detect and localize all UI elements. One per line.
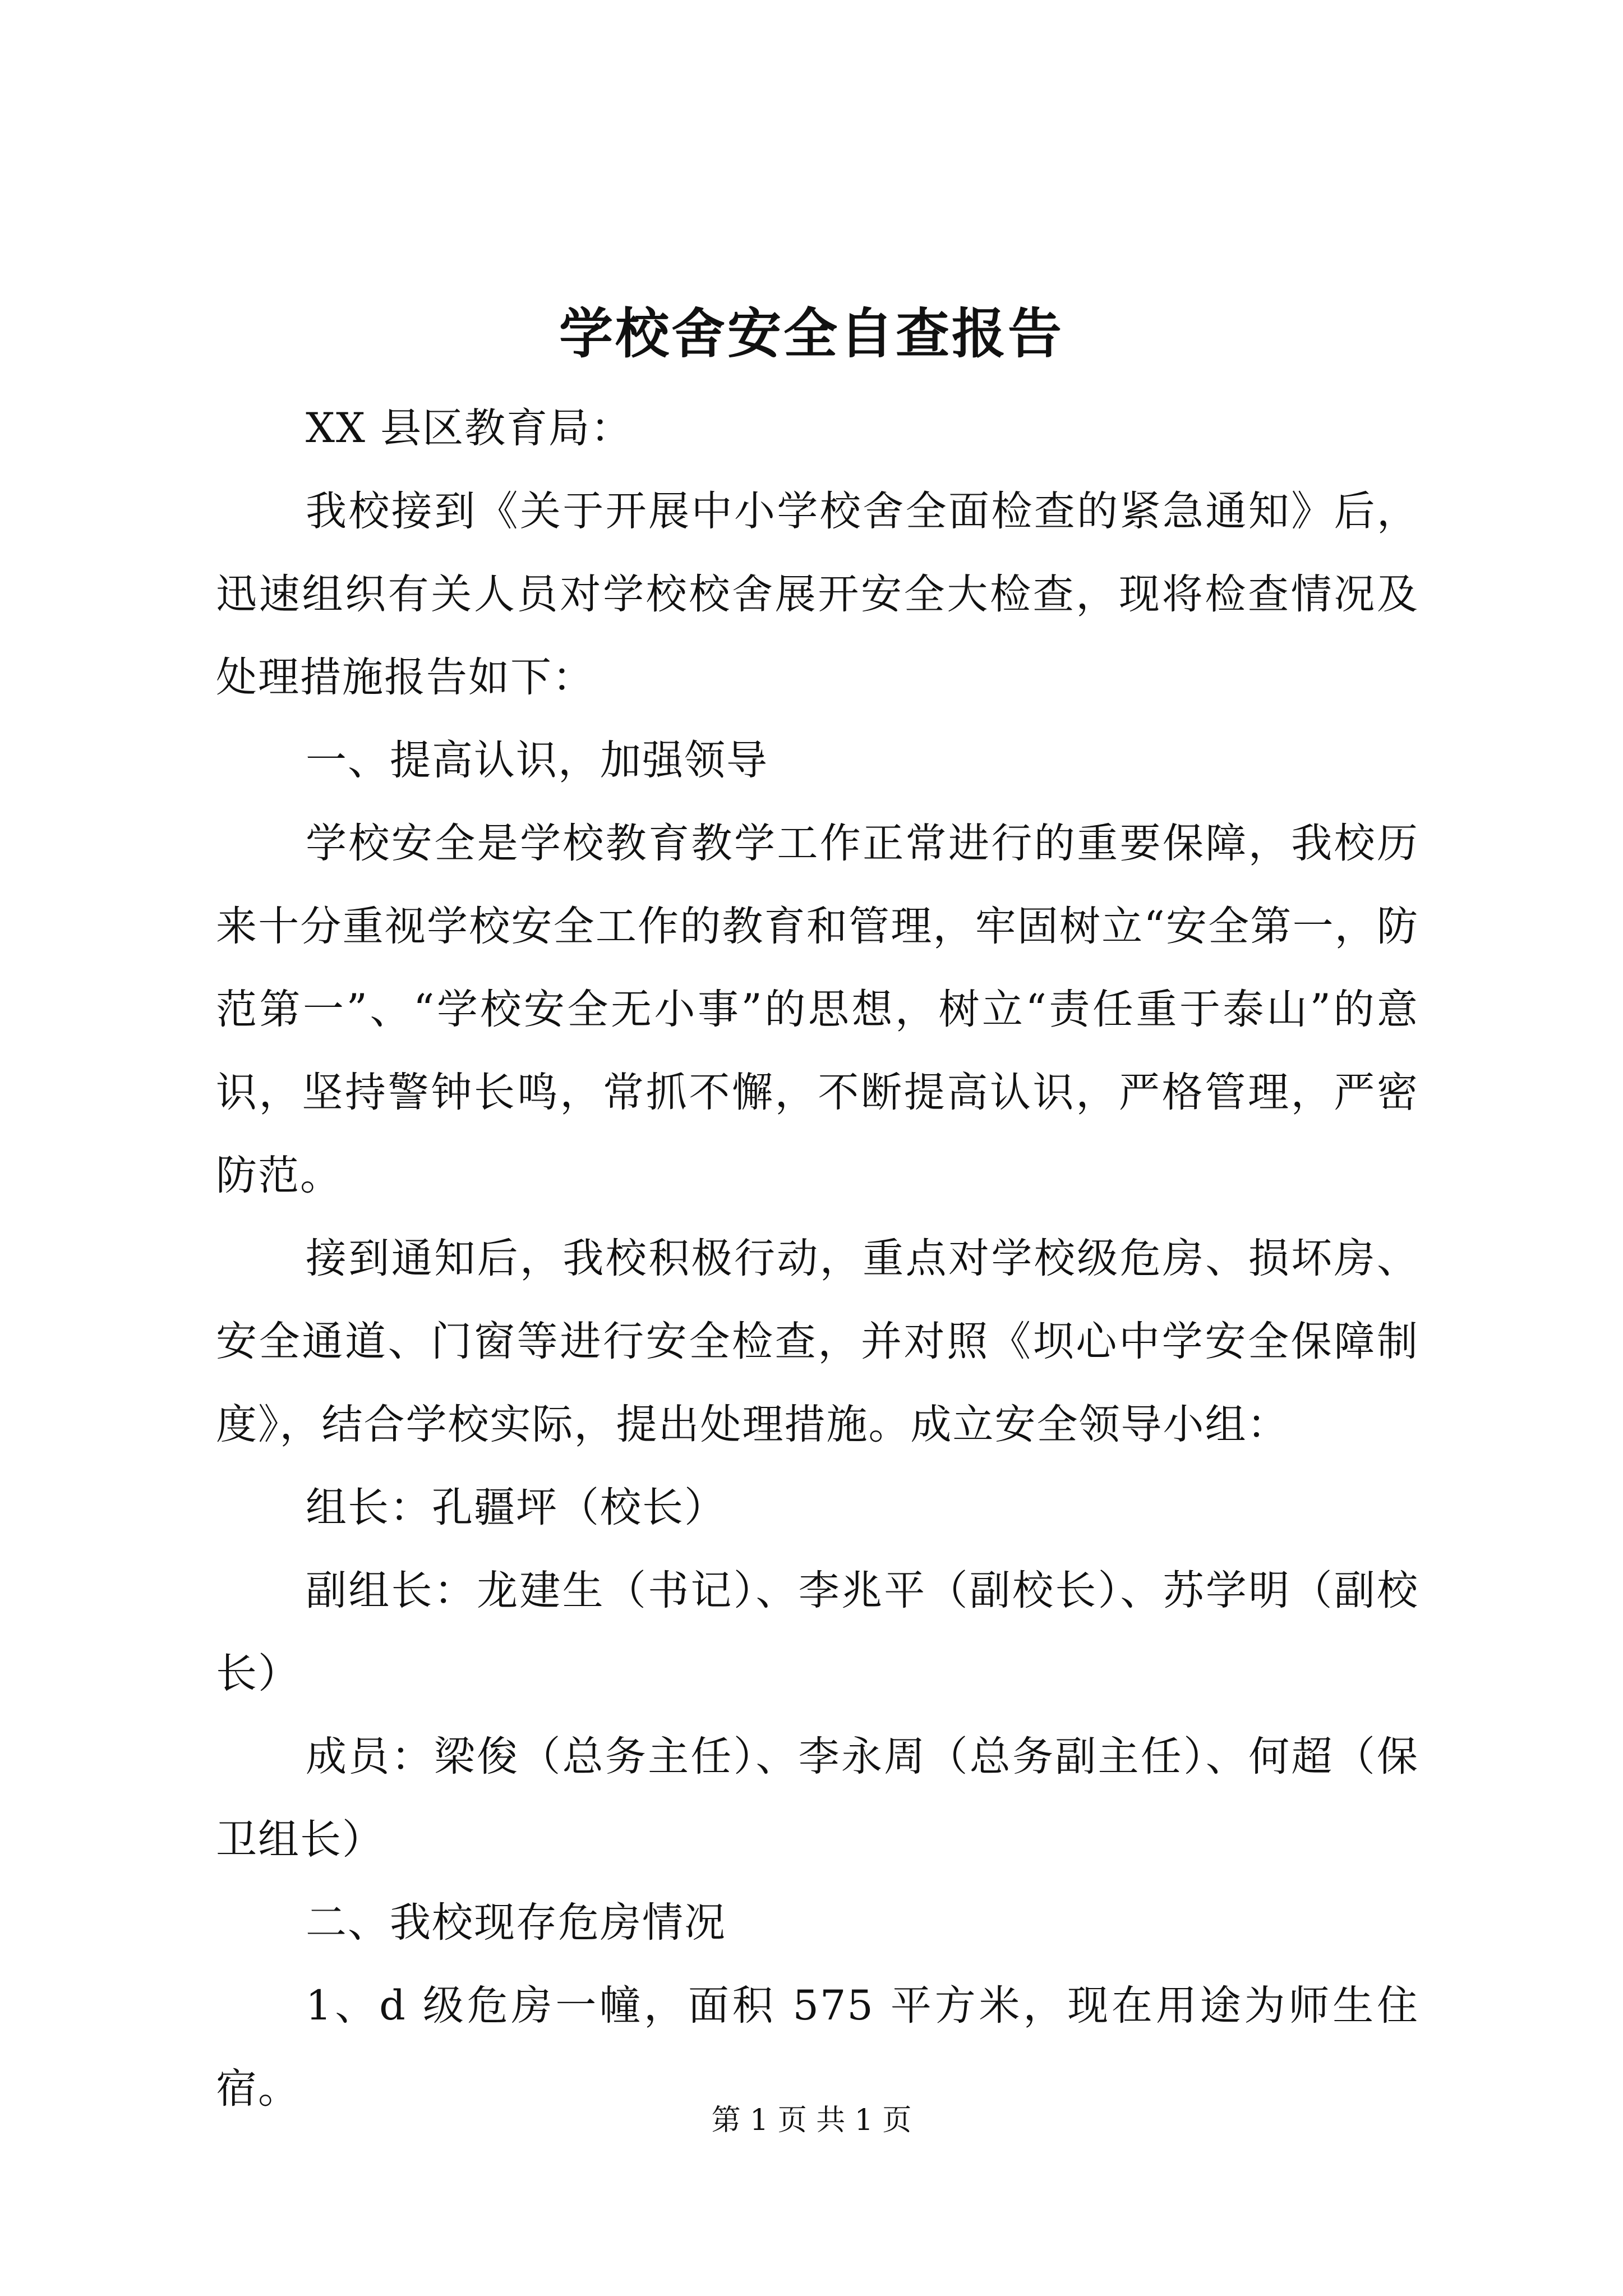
- team-deputy-leaders: 副组长：龙建生（书记）、李兆平（副校长）、苏学明（副校长）: [216, 1567, 1419, 1697]
- document-title: 学校舍安全自查报告: [559, 302, 1064, 365]
- team-leader: 组长：孔疆坪（校长）: [306, 1484, 726, 1531]
- body-paragraph: 学校安全是学校教育教学工作正常进行的重要保障，我校历来十分重视学校安全工作的教育和管理，牢固树立“安全第一，防范第一”、“学校安全无小事”的思想，树立“责任重于泰山”的意识，坚持警钟长鸣，常抓不懈，不断提高认识，严格管理，严密防范。: [216, 820, 1419, 1199]
- list-item: 1、d 级危房一幢，面积 575 平方米，现在用途为师生住宿。: [216, 1982, 1419, 2113]
- intro-paragraph: 我校接到《关于开展中小学校舍全面检查的紧急通知》后，迅速组织有关人员对学校校舍展开安全大检查，现将检查情况及处理措施报告如下：: [216, 487, 1419, 701]
- document-body: [216, 387, 1419, 2131]
- page-footer: 第 1 页 共 1 页: [711, 2104, 912, 2137]
- section-heading-1: 一、提高认识，加强领导: [306, 737, 768, 784]
- team-members: 成员：梁俊（总务主任）、李永周（总务副主任）、何超（保卫组长）: [216, 1733, 1419, 1864]
- section-heading-2: 二、我校现存危房情况: [306, 1899, 726, 1947]
- salutation: XX 县区教育局：: [306, 404, 633, 452]
- body-paragraph: 接到通知后，我校积极行动，重点对学校级危房、损坏房、安全通道、门窗等进行安全检查，并对照《坝心中学安全保障制度》，结合学校实际，提出处理措施。成立安全领导小组：: [216, 1235, 1419, 1448]
